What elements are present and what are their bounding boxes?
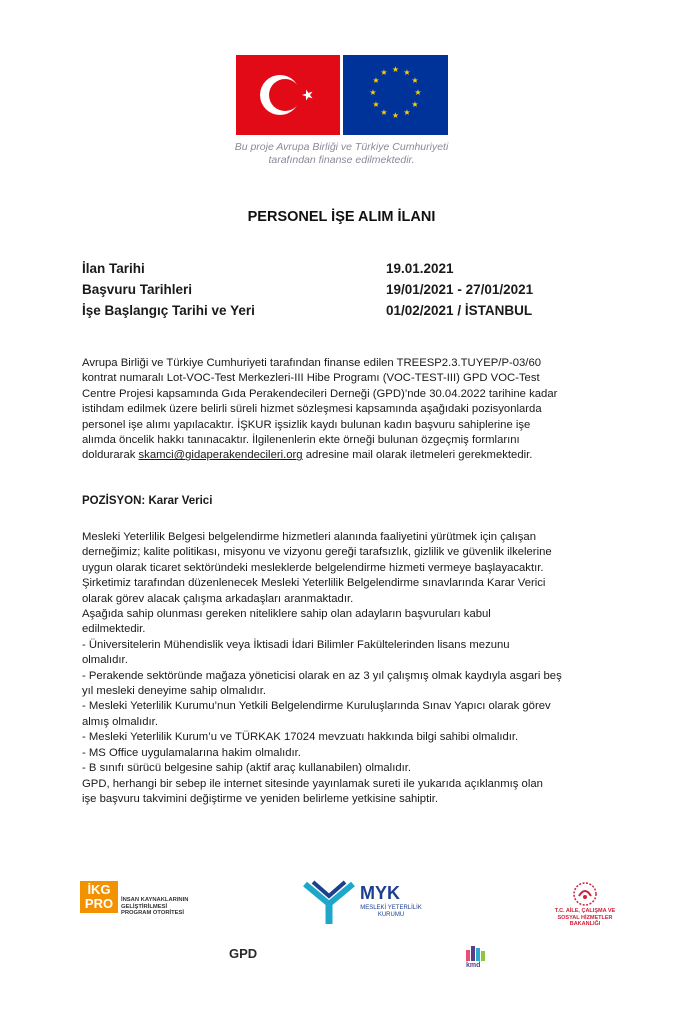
detail-line: - Mesleki Yeterlilik Kurumu’nun Yetkili Belgelendirme Kuruluşlarında Sınav Yapıcı olarak görev [82, 700, 551, 713]
detail-line: derneğimiz; kalite politikası, misyonu ve vizyonu gereği tarafsızlık, gizlilik ve güvenlik ilkelerine [82, 546, 552, 559]
funding-caption [0, 141, 683, 167]
ministry-caption [545, 908, 625, 928]
detail-line: - Perakende sektöründe mağaza yöneticisi olarak en az 3 yıl çalışmış olmak kaydıyla asgari beş [82, 669, 562, 682]
intro-suffix: adresine mail olarak iletmeleri gerekmektedir. [302, 449, 533, 462]
detail-line: - Üniversitelerin Mühendislik veya İktisadi İdari Bilimler Fakültelerinden lisans mezunu [82, 638, 510, 651]
svg-text:★: ★ [380, 108, 388, 117]
ikg-caption [121, 897, 188, 917]
intro-line-last [82, 448, 606, 463]
myk-logo-text: MYK [360, 883, 400, 903]
detail-line: edilmektedir. [82, 623, 146, 636]
intro-line: Avrupa Birliği ve Türkiye Cumhuriyeti tarafından finanse edilen TREESP2.3.TUYEP/P-03/60 [82, 357, 542, 369]
svg-text:★: ★ [403, 68, 411, 77]
ministry-emblem-icon [565, 880, 605, 908]
meta-value: 19.01.2021 [386, 261, 454, 276]
detail-line: Aşağıda sahip olunması gereken niteliklere sahip olan adayların başvuruları kabul [82, 608, 491, 621]
intro-paragraph [82, 356, 606, 464]
crescent-star-icon [236, 55, 340, 135]
ikg-caption-line: PROGRAM OTORİTESİ [121, 910, 185, 916]
kmd-logo: kmd [466, 962, 481, 969]
email-link[interactable]: skamci@gidaperakendecileri.org [138, 449, 303, 462]
detail-line: Şirketimiz tarafından düzenlenecek Mesleki Yeterlilik Belgelendirme sınavlarında Karar Verici [82, 577, 546, 590]
detail-line: uygun olarak ticaret sektöründeki mesleklerde belgelendirme hizmeti vermeye başlayacaktır. [82, 561, 544, 574]
meta-value: 19/01/2021 - 27/01/2021 [386, 282, 534, 297]
position-details [82, 530, 606, 807]
ikg-caption-line: İNSAN KAYNAKLARININ [121, 897, 189, 903]
detail-line: - B sınıfı sürücü belgesine sahip (aktif araç kullanabilen) olmalıdır. [82, 762, 412, 775]
meta-value: 01/02/2021 / İSTANBUL [386, 303, 533, 318]
meta-row [82, 258, 602, 279]
detail-line: Mesleki Yeterlilik Belgesi belgelendirme hizmetleri alanında faaliyetini yürütmek için çalışan [82, 531, 536, 543]
svg-text:★: ★ [414, 88, 422, 97]
intro-line: personel işe alımı yapılacaktır. İŞKUR işsizlik kaydı bulunan kadın başvuru sahiplerine işe [82, 418, 531, 431]
meta-label: İlan Tarihi [82, 261, 145, 276]
meta-row [82, 300, 602, 321]
announcement-meta [82, 258, 602, 321]
detail-line: yıl mesleki deneyime sahip olmalıdır. [82, 685, 266, 698]
svg-text:★: ★ [411, 76, 419, 85]
svg-text:★: ★ [403, 108, 411, 117]
svg-text:★: ★ [369, 88, 377, 97]
ikg-caption-line: GELİŞTİRİLMESİ [121, 903, 168, 910]
ministry-caption-line: T.C. AİLE, ÇALIŞMA VE [554, 908, 616, 914]
myk-caption [356, 905, 426, 919]
detail-line: - MS Office uygulamalarına hakim olmalıdır. [82, 746, 301, 759]
meta-label: Başvuru Tarihleri [82, 282, 193, 297]
page-title: PERSONEL İŞE ALIM İLANI [247, 209, 436, 225]
myk-logo-icon [303, 880, 355, 926]
meta-label: İşe Başlangıç Tarihi ve Yeri [82, 303, 255, 318]
meta-row [82, 279, 602, 300]
eu-flag [343, 55, 448, 135]
position-heading: POZİSYON: Karar Verici [82, 495, 213, 507]
detail-line: olmalıdır. [82, 654, 128, 667]
myk-caption-line: MESLEKİ YETERLİLİK [360, 905, 422, 911]
intro-prefix: doldurarak [82, 449, 139, 462]
caption-line-1: Bu proje Avrupa Birliği ve Türkiye Cumhuriyeti [234, 141, 449, 153]
svg-text:★: ★ [372, 76, 380, 85]
detail-line: - Mesleki Yeterlilik Kurum’u ve TÜRKAK 17024 mevzuatı hakkında bilgi sahibi olmalıdır. [82, 731, 519, 744]
svg-text:★: ★ [391, 111, 400, 120]
myk-caption-line: KURUMU [377, 912, 405, 918]
svg-text:★: ★ [380, 68, 388, 77]
detail-line: işe başvuru takvimini değiştirme ve yeniden belirleme yetkisine sahiptir. [82, 792, 439, 805]
intro-line: istihdam edilmek üzere belirli süreli hizmet sözleşmesi kapsamında aşağıdaki pozisyonlarda [82, 403, 542, 416]
detail-line: almış olmalıdır. [82, 715, 158, 728]
svg-text:★: ★ [411, 100, 419, 109]
svg-text:★: ★ [391, 65, 400, 74]
intro-line: Centre Projesi kapsamında Gıda Perakendecileri Derneği (GPD)’nde 30.04.2022 tarihine kadar [82, 387, 558, 400]
kmd-logo-icon [465, 944, 487, 962]
ministry-caption-line: SOSYAL HİZMETLER BAKANLIĞI [557, 914, 613, 927]
ikg-pro-logo: İKG PRO [80, 881, 118, 913]
turkey-flag [236, 55, 340, 135]
gpd-logo: GPD [229, 946, 258, 961]
svg-text:★: ★ [372, 100, 380, 109]
detail-line: olarak görev alacak çalışma arkadaşları aranmaktadır. [82, 592, 354, 605]
intro-line: kontrat numaralı Lot-VOC-Test Merkezleri-III Hibe Programı (VOC-TEST-III) GPD VOC-Test [82, 372, 540, 385]
eu-stars-icon [343, 55, 448, 135]
caption-line-2: tarafından finanse edilmektedir. [268, 154, 415, 166]
detail-line: GPD, herhangi bir sebep ile internet sitesinde yayınlamak sureti ile yukarıda açıklanmış olan [82, 777, 543, 790]
intro-line: alımda öncelik hakkı tanınacaktır. İlgilenenlerin ekte örneği bulunan özgeçmiş formlarını [82, 434, 520, 447]
